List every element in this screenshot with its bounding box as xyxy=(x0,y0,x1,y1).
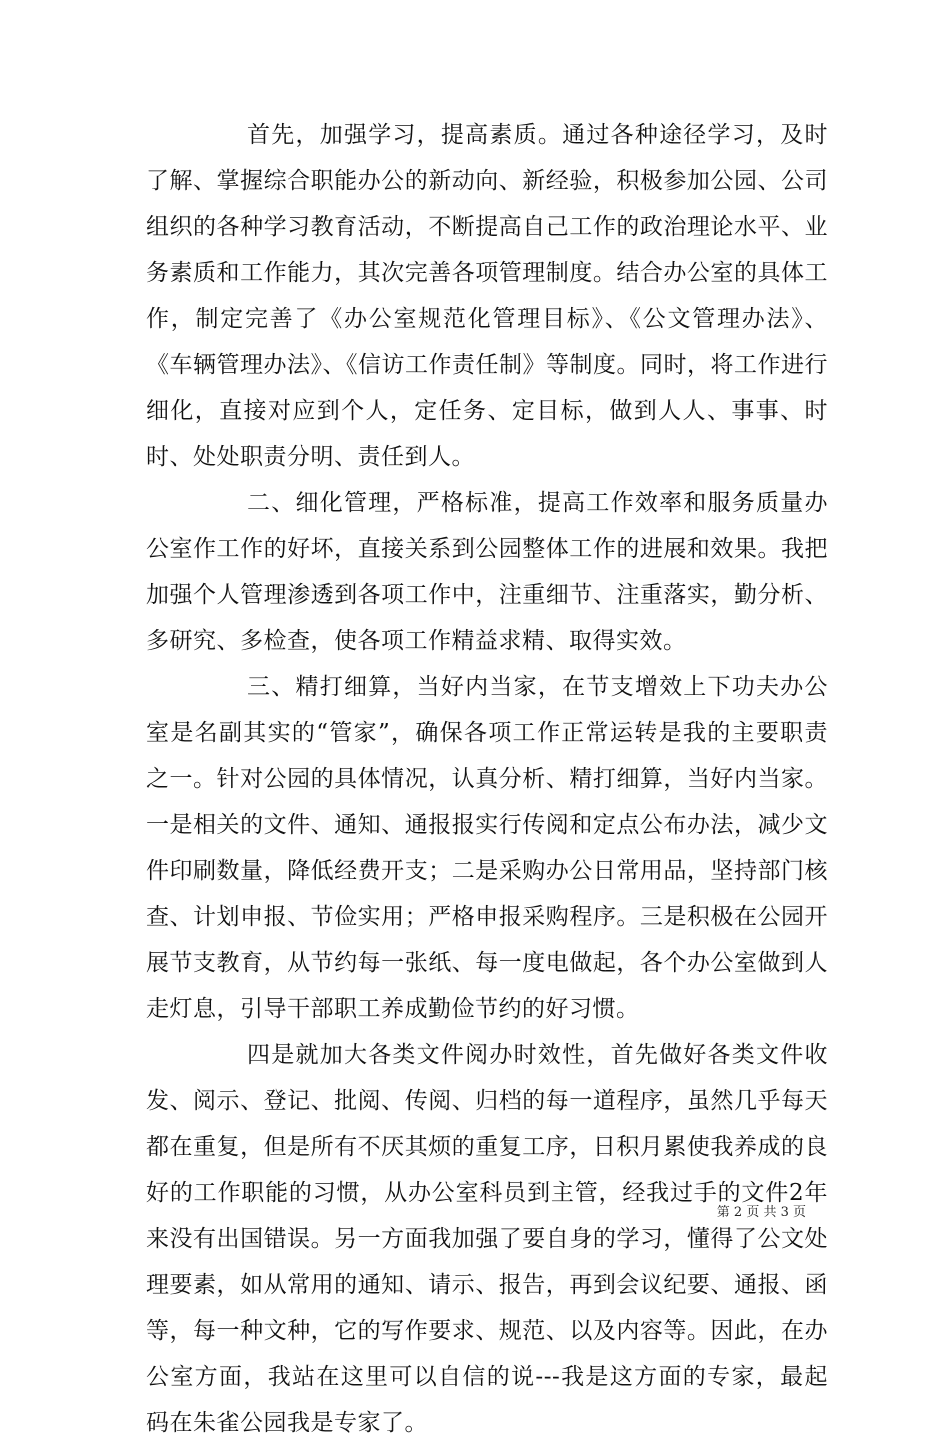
paragraph-documents: 四是就加大各类文件阅办时效性，首先做好各类文件收发、阅示、登记、批阅、传阅、归档的每一道程序，虽然几乎每天都在重复，但是所有不厌其烦的重复工序，日积月累使我养成的良好的工作职能的习惯，从办公室科员到主管，经我过手的文件2年来没有出国错误。另一方面我加强了要自身的学习，懂得了公文处理要素，如从常用的通知、请示、报告，再到会议纪要、通报、函等，每一种文种，它的写作要求、规范、以及内容等。因此，在办公室方面，我站在这里可以自信的说---我是这方面的专家，最起码在朱雀公园我是专家了。 xyxy=(146,1042,828,1436)
paragraph-budget: 三、精打细算，当好内当家，在节支增效上下功夫办公室是名副其实的“管家”，确保各项工作正常运转是我的主要职责之一。针对公园的具体情况，认真分析、精打细算，当好内当家。一是相关的文件、通知、通报报实行传阅和定点公布办法，减少文件印刷数量，降低经费开支；二是采购办公日常用品，坚持部门核查、计划申报、节俭实用；严格申报采购程序。三是积极在公园开展节支教育，从节约每一张纸、每一度电做起，各个办公室做到人走灯息，引导干部职工养成勤俭节约的好习惯。 xyxy=(146,674,828,1022)
paragraph-study: 首先，加强学习，提高素质。通过各种途径学习，及时了解、掌握综合职能办公的新动向、新经验，积极参加公园、公司组织的各种学习教育活动，不断提高自己工作的政治理论水平、业务素质和工作能力，其次完善各项管理制度。结合办公室的具体工作，制定完善了《办公室规范化管理目标》、《公文管理办法》、《车辆管理办法》、《信访工作责任制》等制度。同时，将工作进行细化，直接对应到个人，定任务、定目标，做到人人、事事、时时、处处职责分明、责任到人。 xyxy=(146,122,828,470)
paragraph-management: 二、细化管理，严格标准，提高工作效率和服务质量办公室作工作的好坏，直接关系到公园整体工作的进展和效果。我把加强个人管理渗透到各项工作中，注重细节、注重落实，勤分析、多研究、多检查，使各项工作精益求精、取得实效。 xyxy=(146,490,828,654)
document-body xyxy=(146,112,828,1446)
page-number: 第 2 页 共 3 页 xyxy=(716,1205,806,1220)
